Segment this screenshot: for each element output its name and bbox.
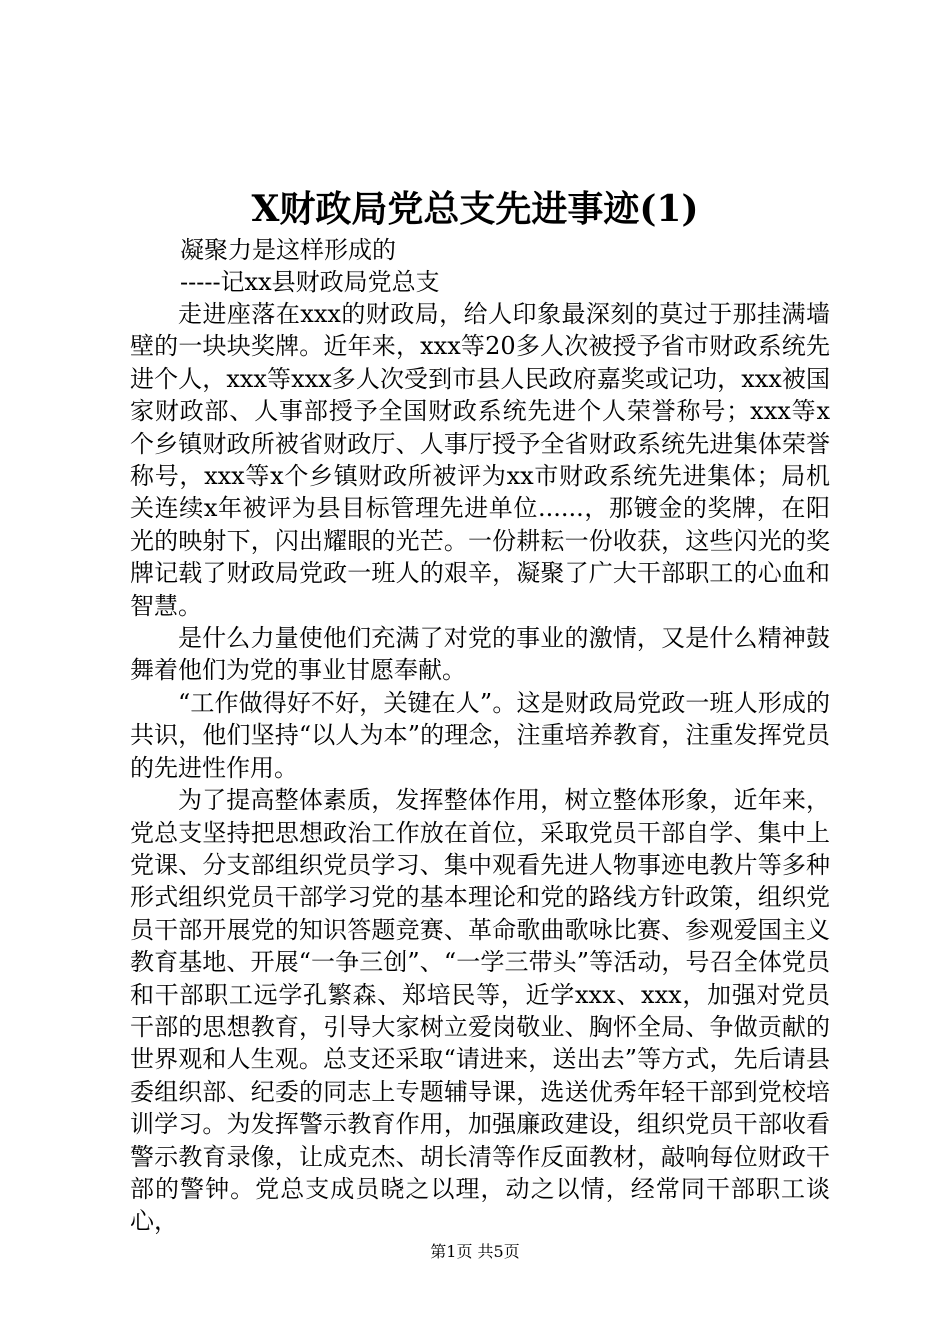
page-footer: 第1页 共5页 xyxy=(430,1242,520,1261)
document-body xyxy=(130,298,830,1238)
subtitle-line: 凝聚力是这样形成的 xyxy=(180,236,396,264)
body-paragraph: “工作做得好不好，关键在人”。这是财政局党政一班人形成的共识，他们坚持“以人为本”的理念，注重培养教育，注重发挥党员的先进性作用。 xyxy=(130,688,830,782)
document-title: X财政局党总支先进事迹(1) xyxy=(251,188,699,230)
body-paragraph: 为了提高整体素质，发挥整体作用，树立整体形象，近年来，党总支坚持把思想政治工作放在首位，采取党员干部自学、集中上党课、分支部组织党员学习、集中观看先进人物事迹电教片等多种形式组织党员干部学习党的基本理论和党的路线方针政策，组织党员干部开展党的知识答题竞赛、革命歌曲歌咏比赛、参观爱国主义教育基地、开展“一争三创”、“一学三带头”等活动，号召全体党员和干部职工远学孔繁森、郑培民等，近学xxx、xxx，加强对党员干部的思想教育，引导大家树立爱岗敬业、胸怀全局、争做贡献的世界观和人生观。总支还采取“请进来，送出去”等方式，先后请县委组织部、纪委的同志上专题辅导课，选送优秀年轻干部到党校培训学习。为发挥警示教育作用，加强廉政建设，组织党员干部收看警示教育录像，让成克杰、胡长清等作反面教材，敲响每位财政干部的警钟。党总支成员晓之以理，动之以情，经常同干部职工谈心， xyxy=(130,786,830,1236)
subtitle-attribution: -----记xx县财政局党总支 xyxy=(180,268,440,296)
body-paragraph: 是什么力量使他们充满了对党的事业的激情，又是什么精神鼓舞着他们为党的事业甘愿奉献。 xyxy=(130,624,830,685)
body-paragraph: 走进座落在xxx的财政局，给人印象最深刻的莫过于那挂满墙壁的一块块奖牌。近年来，xxx等20多人次被授予省市财政系统先进个人，xxx等xxx多人次受到市县人民政府嘉奖或记功，xxx被国家财政部、人事部授予全国财政系统先进个人荣誉称号；xxx等x个乡镇财政所被省财政厅、人事厅授予全省财政系统先进集体荣誉称号，xxx等x个乡镇财政所被评为xx市财政系统先进集体；局机关连续x年被评为县目标管理先进单位......，那镀金的奖牌，在阳光的映射下，闪出耀眼的光芒。一份耕耘一份收获，这些闪光的奖牌记载了财政局党政一班人的艰辛，凝聚了广大干部职工的心血和智慧。 xyxy=(130,300,830,620)
